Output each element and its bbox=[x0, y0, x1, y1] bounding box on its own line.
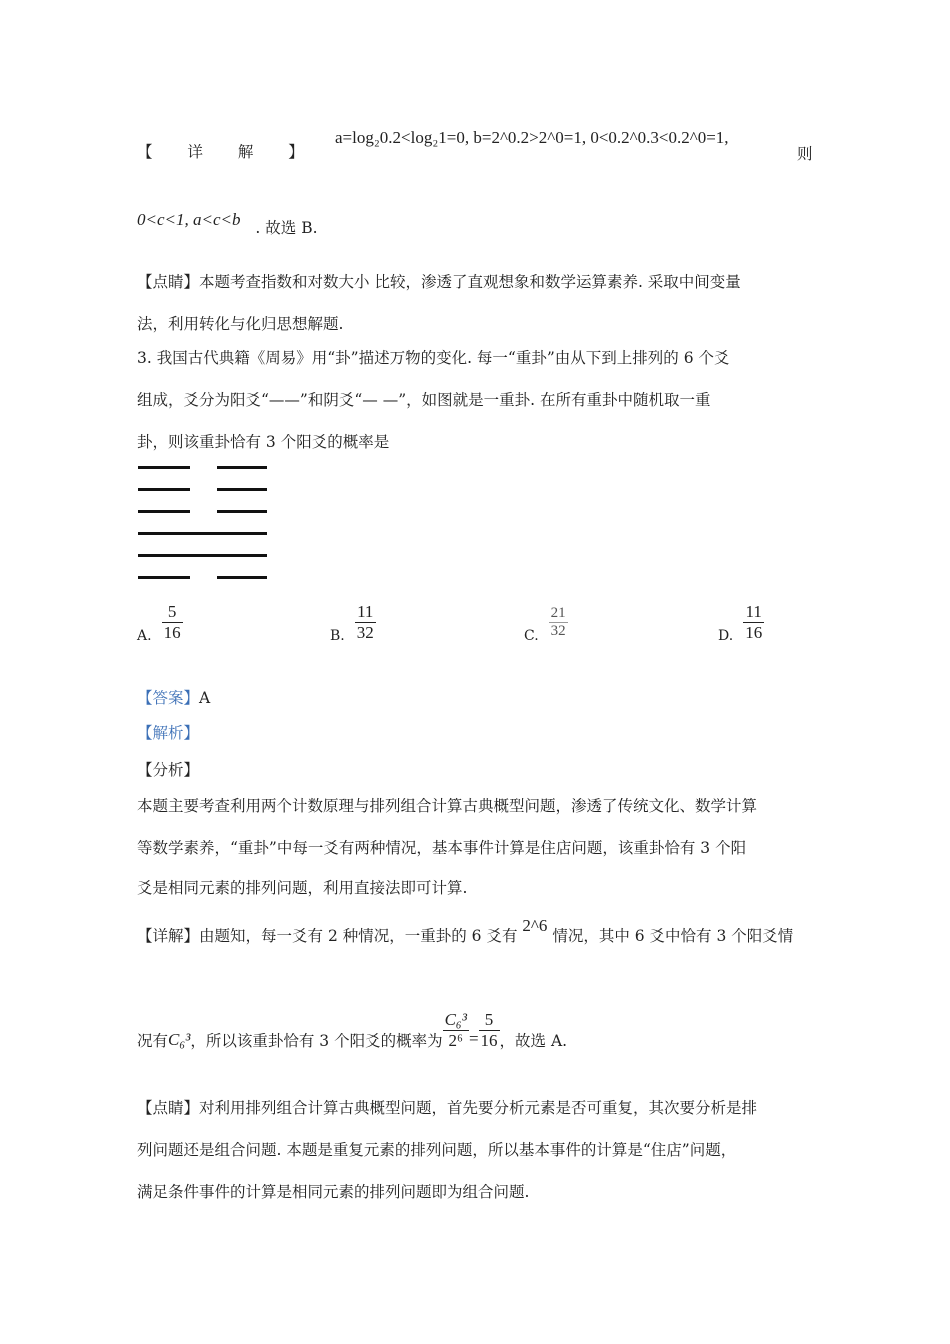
note2-line3: 满足条件事件的计算是相同元素的排列问题即为组合问题. bbox=[137, 1183, 530, 1201]
question-line3: 卦，则该重卦恰有 3 个阳爻的概率是 bbox=[137, 433, 390, 451]
option-d-label: D. bbox=[718, 628, 734, 644]
answer-line bbox=[137, 686, 817, 708]
detail1-formula bbox=[335, 128, 729, 148]
detail2-frac1 bbox=[443, 1010, 469, 1051]
note1-line1 bbox=[137, 270, 817, 292]
note2-line1 bbox=[137, 1096, 817, 1118]
detail1-label: 【 详 解 】 bbox=[137, 143, 304, 161]
note2-line2: 列问题还是组合问题. 本题是重复元素的排列问题，所以基本事件的计算是“住店”问题， bbox=[137, 1141, 737, 1159]
detail2-eq: = bbox=[468, 1028, 479, 1048]
detail2-frac2 bbox=[479, 1010, 500, 1051]
option-c-den: 32 bbox=[550, 622, 566, 639]
option-a-den: 16 bbox=[163, 622, 181, 642]
fenxi-line2: 等数学素养，“重卦”中每一爻有两种情况，基本事件计算是住店问题，该重卦恰有 3 个阳 bbox=[137, 839, 747, 857]
option-b-num: 11 bbox=[357, 601, 374, 621]
option-a[interactable] bbox=[137, 600, 183, 644]
detail2-frac2-num: 5 bbox=[484, 1010, 494, 1029]
option-d-num: 11 bbox=[745, 601, 762, 621]
detail2-comb: C₆³ bbox=[168, 1029, 191, 1049]
hexagram-line-2-right bbox=[217, 488, 267, 491]
question-line1: 3. 我国古代典籍《周易》用“卦”描述万物的变化. 每一“重卦”由从下到上排列的 6 个爻 bbox=[137, 349, 730, 367]
detail2-line2 bbox=[137, 1010, 567, 1051]
option-a-num: 5 bbox=[167, 601, 177, 621]
answer-label: 【答案】 bbox=[137, 689, 200, 707]
detail2-text1b: 情况，其中 6 爻中恰有 3 个阳爻情 bbox=[552, 927, 794, 945]
detail2-text2a: 况有 bbox=[137, 1031, 169, 1050]
detail2-text2c: ，故选 A. bbox=[499, 1031, 568, 1050]
detail2-line1 bbox=[137, 916, 817, 946]
hexagram-line-5 bbox=[138, 554, 267, 557]
note1-label: 【点睛】 bbox=[137, 273, 200, 291]
hexagram-line-6-right bbox=[217, 576, 267, 579]
detail1-line2 bbox=[137, 208, 318, 237]
option-b-label: B. bbox=[330, 628, 345, 644]
fenxi-label: 【分析】 bbox=[137, 761, 200, 779]
hexagram-line-2-left bbox=[138, 488, 190, 491]
hexagram-line-3-right bbox=[217, 510, 267, 513]
detail2-frac1-den: 2⁶ bbox=[443, 1030, 469, 1051]
option-d[interactable] bbox=[718, 600, 764, 644]
fenxi-line1: 本题主要考查利用两个计数原理与排列组合计算古典概型问题，渗透了传统文化、数学计算 bbox=[137, 797, 758, 815]
detail2-frac1-num: C₆³ bbox=[444, 1010, 467, 1029]
detail2-frac2-den: 16 bbox=[480, 1031, 498, 1050]
option-a-label: A. bbox=[137, 628, 152, 644]
option-d-den: 16 bbox=[745, 622, 763, 642]
hexagram-line-6-left bbox=[138, 576, 190, 579]
note2-text1: 对利用排列组合计算古典概型问题，首先要分析元素是否可重复，其次要分析是排 bbox=[199, 1099, 758, 1117]
note1-line2: 法，利用转化与化归思想解题. bbox=[137, 315, 344, 333]
detail1-formula-text: a=log₂0.2<log₂1=0, b=2^0.2>2^0=1, 0<0.2^0.3<0.2^0=1, bbox=[335, 128, 729, 147]
detail2-pow: 2^6 bbox=[522, 916, 548, 935]
option-b-den: 32 bbox=[356, 622, 374, 642]
detail2-text2b: ，所以该重卦恰有 3 个阳爻的概率为 bbox=[190, 1031, 443, 1050]
note1-text1: 本题考查指数和对数大小 比较，渗透了直观想象和数学运算素养. 采取中间变量 bbox=[199, 273, 741, 291]
option-c-fraction bbox=[549, 605, 568, 640]
hexagram-line-4 bbox=[138, 532, 267, 535]
question-line2: 组成，爻分为阳爻“——”和阴爻“— —”，如图就是一重卦. 在所有重卦中随机取一重 bbox=[137, 391, 711, 409]
analysis-label: 【解析】 bbox=[137, 724, 200, 742]
hexagram-line-3-left bbox=[138, 510, 190, 513]
fenxi-line3: 爻是相同元素的排列问题，利用直接法即可计算. bbox=[137, 879, 468, 897]
detail1-after: 则 bbox=[797, 145, 813, 163]
detail2-label: 【详解】 bbox=[137, 927, 200, 945]
option-c-num: 21 bbox=[550, 604, 566, 621]
option-d-fraction bbox=[743, 602, 764, 643]
option-c-label: C. bbox=[524, 628, 539, 644]
option-b[interactable] bbox=[330, 600, 376, 644]
answer-value: A bbox=[199, 689, 211, 707]
hexagram-line-1-left bbox=[138, 466, 190, 469]
detail1-line2-math: 0<c<1, a<c<b bbox=[137, 210, 241, 229]
detail2-text1a: 由题知，每一爻有 2 种情况，一重卦的 6 爻有 bbox=[199, 927, 518, 945]
option-a-fraction bbox=[162, 602, 183, 643]
note2-label: 【点睛】 bbox=[137, 1099, 200, 1117]
hexagram-line-1-right bbox=[217, 466, 267, 469]
option-c[interactable] bbox=[524, 600, 568, 644]
option-b-fraction bbox=[355, 602, 376, 643]
detail1-line2-text: . 故选 B. bbox=[255, 219, 318, 237]
